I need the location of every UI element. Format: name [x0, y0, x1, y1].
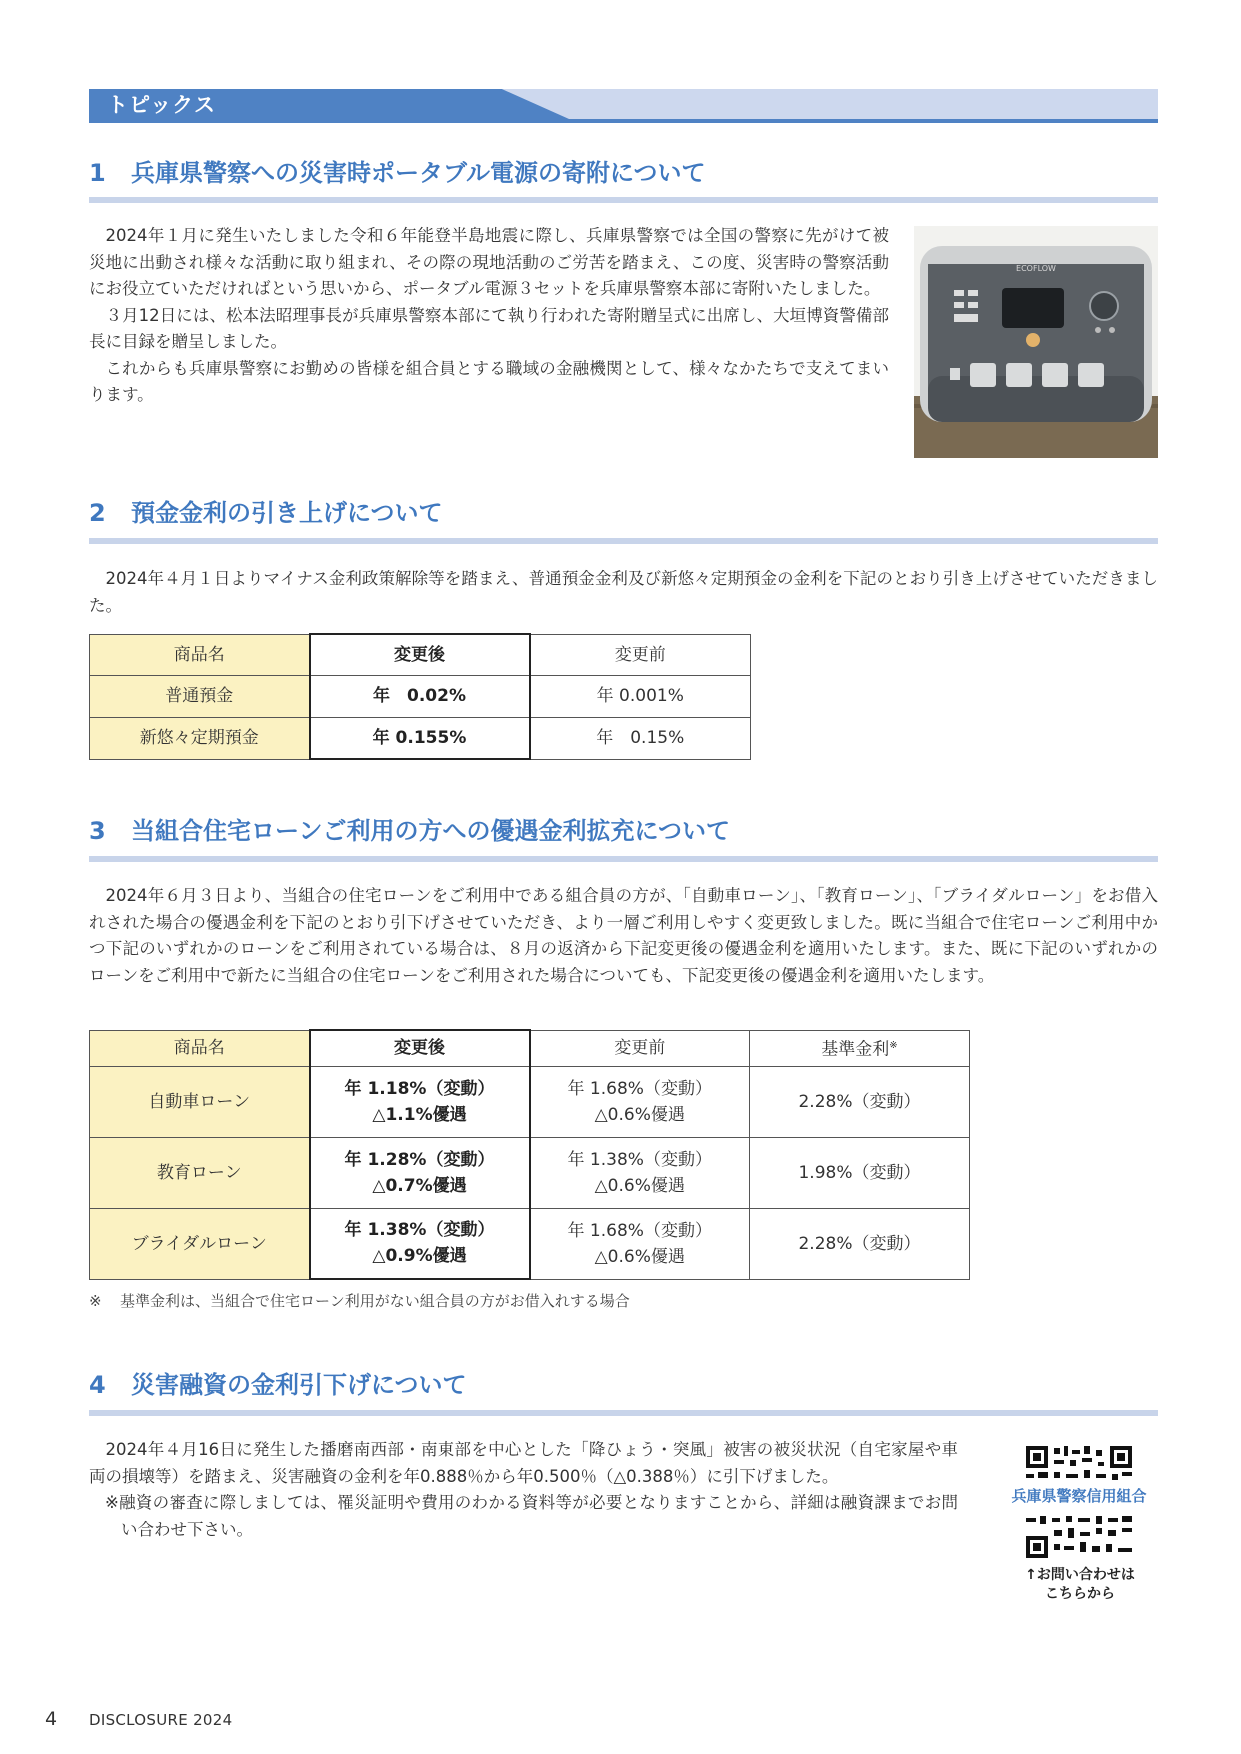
deposit-rate-table: [89, 633, 751, 760]
table-row: [90, 675, 751, 717]
row-before: 年 1.38%（変動） △0.6%優遇: [530, 1137, 750, 1208]
row-product: ブライダルローン: [90, 1208, 310, 1279]
section-4-para-1: 2024年４月16日に発生した播磨南西部・南東部を中心とした「降ひょう・突風」被害の被災状況（自宅家屋や車両の損壊等）を踏まえ、災害融資の金利を年0.888％から年0.500％（△0.388％）に引下げました。: [89, 1440, 958, 1486]
section-3-rule: [89, 856, 1158, 862]
header-product: 商品名: [90, 1030, 310, 1066]
row-after: 年 1.28%（変動） △0.7%優遇: [310, 1137, 530, 1208]
table-row: [90, 634, 751, 675]
page-number: 4: [45, 1708, 58, 1730]
section-3-title: 3 当組合住宅ローンご利用の方への優遇金利拡充について: [89, 817, 731, 845]
section-1-title: 1 兵庫県警察への災害時ポータブル電源の寄附について: [89, 159, 706, 187]
qr-label: 兵庫県警察信用組合: [1011, 1487, 1147, 1505]
qr-caption: ↑お問い合わせは こちらから: [1025, 1567, 1135, 1602]
qr-code-icon[interactable]: [1004, 1446, 1154, 1558]
row-before-rate: 年 0.001%: [530, 675, 751, 717]
section-2-rule: [89, 538, 1158, 544]
doc-title: DISCLOSURE 2024: [89, 1711, 233, 1729]
section-4-body: [89, 1437, 958, 1543]
loan-rate-table: [89, 1029, 970, 1280]
section-1-body: [89, 223, 889, 409]
section-2-para-1: 2024年４月１日よりマイナス金利政策解除等を踏まえ、普通預金金利及び新悠々定期預金の金利を下記のとおり引き上げさせていただきました。: [89, 569, 1158, 615]
section-3-body: [89, 883, 1158, 989]
row-before: 年 1.68%（変動） △0.6%優遇: [530, 1208, 750, 1279]
row-before: 年 1.68%（変動） △0.6%優遇: [530, 1066, 750, 1137]
base-rate-note: ※ 基準金利は、当組合で住宅ローン利用がない組合員の方がお借入れする場合: [89, 1292, 630, 1310]
table-row: [90, 1208, 970, 1279]
row-after: 年 1.18%（変動） △1.1%優遇: [310, 1066, 530, 1137]
header-after: 変更後: [310, 634, 530, 675]
brand-label: ECOFLOW: [1016, 264, 1056, 273]
section-2-body: [89, 566, 1158, 619]
header-before: 変更前: [530, 634, 751, 675]
section-4-rule: [89, 1410, 1158, 1416]
section-4-title: 4 災害融資の金利引下げについて: [89, 1371, 467, 1399]
inquiry-qr[interactable]: [1004, 1446, 1154, 1562]
header-after: 変更後: [310, 1030, 530, 1066]
row-base-rate: 2.28%（変動）: [750, 1066, 970, 1137]
banner-title: トピックス: [107, 93, 216, 117]
table-row: [90, 1137, 970, 1208]
row-product: 新悠々定期預金: [90, 717, 310, 759]
row-before-rate: 年 0.15%: [530, 717, 751, 759]
section-1-rule: [89, 197, 1158, 203]
row-base-rate: 2.28%（変動）: [750, 1208, 970, 1279]
table-row: [90, 1030, 970, 1066]
topics-banner: [89, 89, 1158, 123]
row-base-rate: 1.98%（変動）: [750, 1137, 970, 1208]
section-1-para-1: 2024年１月に発生いたしました令和６年能登半島地震に際し、兵庫県警察では全国の警察に先がけて被災地に出動され様々な活動に取り組まれ、その際の現地活動のご労苦を踏まえ、この度、災害時の警察活動にお役立ていただければという思いから、ポータブル電源３セットを兵庫県警察本部に寄附いたしました。: [89, 226, 889, 298]
row-after: 年 1.38%（変動） △0.9%優遇: [310, 1208, 530, 1279]
portable-power-station-photo: [914, 226, 1158, 458]
power-station-illustration: [914, 226, 1158, 458]
row-after-rate: 年 0.155%: [310, 717, 530, 759]
row-product: 自動車ローン: [90, 1066, 310, 1137]
row-product: 教育ローン: [90, 1137, 310, 1208]
page-footer: [45, 1708, 232, 1730]
table-row: [90, 1066, 970, 1137]
section-4-subnote: ※融資の審査に際しましては、罹災証明や費用のわかる資料等が必要となりますことから、詳細は融資課までお問い合わせ下さい。: [105, 1493, 958, 1539]
header-product: 商品名: [90, 634, 310, 675]
header-before: 変更前: [530, 1030, 750, 1066]
section-1-para-2: ３月12日には、松本法昭理事長が兵庫県警察本部にて執り行われた寄附贈呈式に出席し、大垣博資警備部長に目録を贈呈しました。: [89, 305, 889, 351]
row-product: 普通預金: [90, 675, 310, 717]
section-3-para-1: 2024年６月３日より、当組合の住宅ローンをご利用中である組合員の方が、「自動車ローン」、「教育ローン」、「ブライダルローン」をお借入れされた場合の優遇金利を下記のとおり引下げさせていただき、より一層ご利用しやすく変更致しました。既に当組合で住宅ローンご利用中かつ下記のいずれかのローンをご利用されている場合は、８月の返済から下記変更後の優遇金利を適用いたします。また、既に下記のいずれかのローンをご利用中で新たに当組合の住宅ローンをご利用された場合についても、下記変更後の優遇金利を適用いたします。: [89, 886, 1158, 985]
row-after-rate: 年 0.02%: [310, 675, 530, 717]
header-base-rate: 基準金利※: [750, 1030, 970, 1066]
section-2-title: 2 預金金利の引き上げについて: [89, 499, 443, 527]
table-row: [90, 717, 751, 759]
section-1-para-3: これからも兵庫県警察にお勤めの皆様を組合員とする職域の金融機関として、様々なかたちで支えてまいります。: [89, 358, 889, 404]
